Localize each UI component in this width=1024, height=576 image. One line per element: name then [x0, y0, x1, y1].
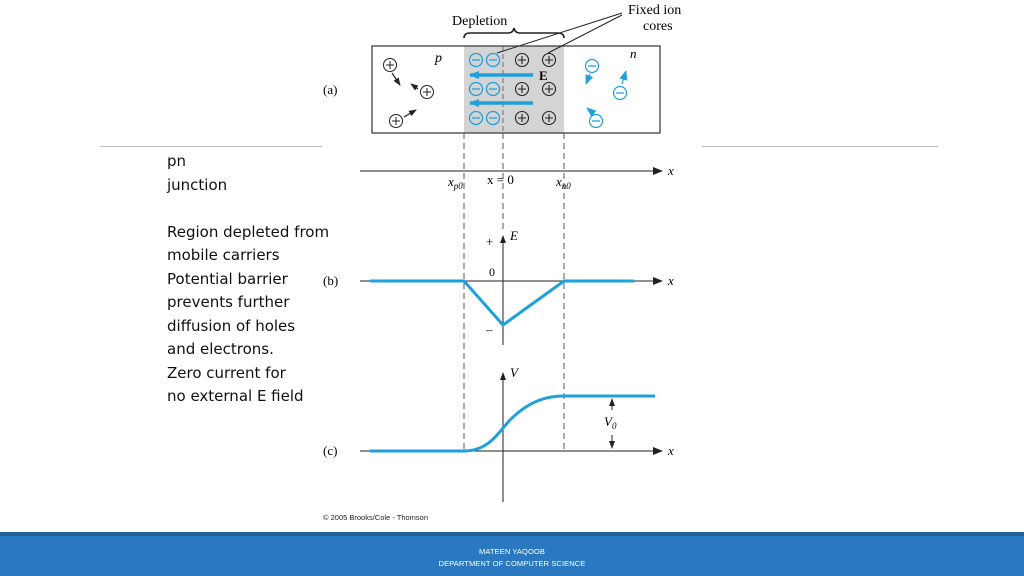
ion-pointer-line [548, 15, 622, 53]
footer-author: MATEEN YAQOOB [479, 547, 545, 556]
text-line: mobile carriers [167, 246, 280, 264]
e-axis-label: E [510, 228, 518, 243]
hole-motion-arrows [392, 73, 418, 117]
minus-label: – [486, 322, 493, 337]
v0-label: $V_0$ [604, 414, 617, 431]
panel-b [323, 228, 674, 345]
fixed-ion-label-1: Fixed ion [628, 3, 682, 18]
panel-c-label: (c) [323, 443, 338, 458]
text-line: diffusion of holes [167, 316, 296, 335]
text-line: no external E field [167, 387, 304, 405]
text-line: prevents further [167, 293, 290, 311]
n-label: n [630, 46, 637, 61]
axis-x-label: x [668, 273, 674, 288]
e-field-curve [370, 281, 634, 325]
position-axis [360, 163, 674, 191]
v-axis-label: V [510, 365, 518, 380]
copyright-label: © 2005 Brooks/Cole - Thomson [323, 513, 429, 522]
x0-label: x = 0 [487, 172, 514, 187]
panel-a-label: (a) [323, 82, 338, 97]
panel-a [323, 3, 681, 133]
footer-department: DEPARTMENT OF COMPUTER SCIENCE [438, 559, 586, 568]
e-field-label: E [539, 68, 548, 83]
text-line: Zero current for [167, 363, 286, 382]
mobile-holes [384, 59, 434, 128]
xp0-label: $x_{p0}$ [448, 174, 463, 191]
footer-accent [0, 532, 1024, 536]
depletion-label: Depletion [452, 14, 508, 29]
axis-x-label: x [668, 443, 674, 458]
panel-c [323, 365, 674, 502]
text-line: junction [167, 175, 228, 194]
mobile-electrons [586, 60, 627, 128]
text-line: pn [167, 152, 187, 170]
zero-label: 0 [489, 265, 495, 279]
text-line: Potential barrier [167, 269, 288, 288]
text-line: Region depleted from [167, 222, 330, 241]
axis-x-label: x [668, 163, 674, 178]
fixed-ion-label-2: cores [643, 19, 673, 34]
plus-label: + [486, 234, 494, 249]
xn0-label: $x_{n0}$ [556, 174, 571, 191]
p-label: p [435, 51, 442, 66]
panel-b-label: (b) [323, 273, 339, 288]
text-line: and electrons. [167, 340, 274, 358]
